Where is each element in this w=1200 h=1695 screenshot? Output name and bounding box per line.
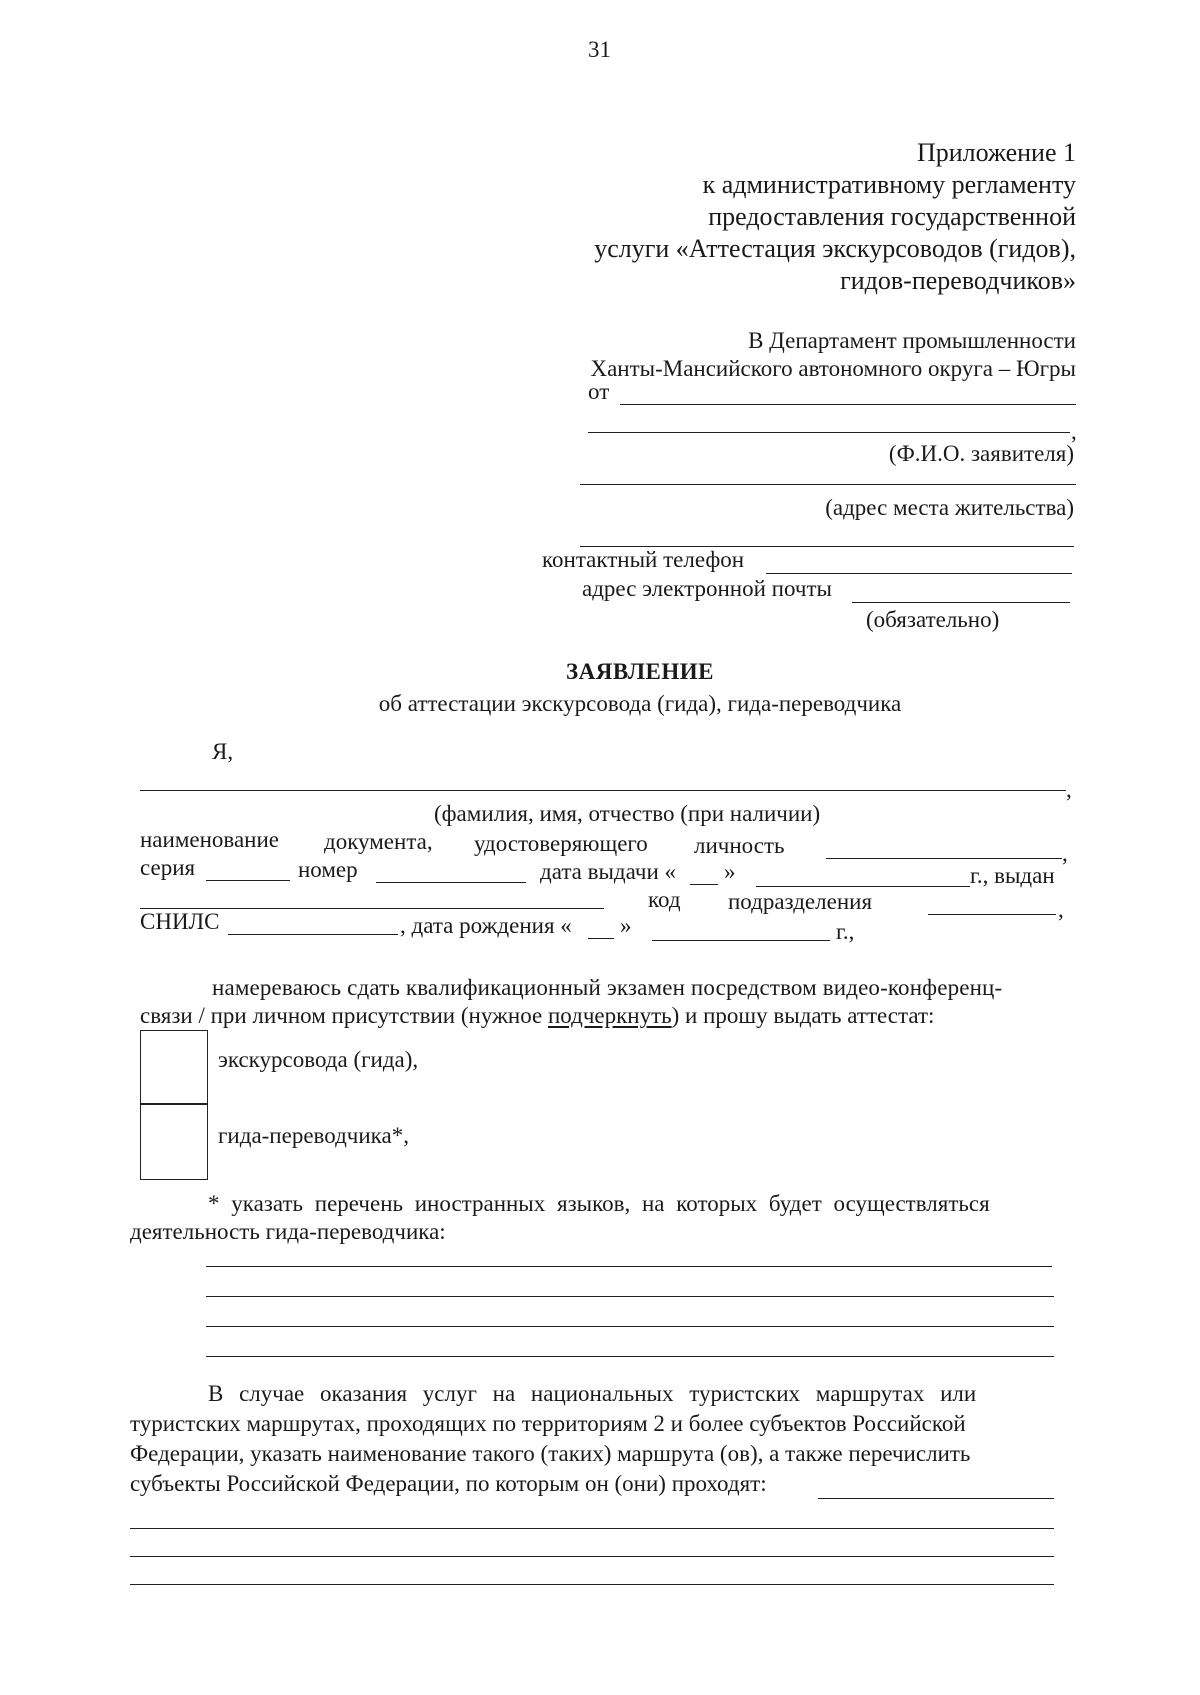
applicant-name-caption: (фамилия, имя, отчество (при наличии) — [434, 801, 821, 826]
birth-date-quote-close: » — [620, 913, 632, 938]
kod-label: код — [648, 887, 681, 912]
intent-underline-word: подчеркнуть — [547, 1003, 672, 1028]
doc-name-comma: , — [1062, 841, 1068, 866]
doc-word-2: документа, — [324, 829, 433, 854]
footnote-line-1: * указать перечень иностранных языков, на которых будет осуществляться — [208, 1191, 990, 1216]
languages-fill-line-2[interactable] — [206, 1296, 1054, 1297]
appendix-line-4: услуги «Аттестация экскурсоводов (гидов), — [594, 234, 1076, 263]
issue-month-year-fill-line[interactable] — [756, 886, 970, 887]
languages-fill-line-4[interactable] — [206, 1356, 1054, 1357]
issued-by-label: г., выдан — [970, 863, 1055, 888]
email-fill-line[interactable] — [852, 602, 1070, 603]
nomer-label: номер — [298, 857, 358, 882]
intent-line-2 — [140, 1004, 934, 1027]
doc-word-3: удостоверяющего — [474, 831, 648, 856]
from-label: от — [588, 379, 610, 404]
doc-word-4: личность — [694, 833, 785, 858]
languages-fill-line-3[interactable] — [206, 1326, 1054, 1327]
routes-fill-line-1[interactable] — [130, 1528, 1054, 1529]
applicant-name-comma: , — [1066, 777, 1072, 802]
seria-label: серия — [140, 855, 196, 880]
routes-line-4: субъекты Российской Федерации, по которым он (они) проходят: — [130, 1471, 767, 1496]
appendix-line-2: к административному регламенту — [702, 170, 1076, 199]
intent-line-2-b: ) и прошу выдать аттестат: — [671, 1003, 935, 1028]
nomer-fill-line[interactable] — [376, 882, 526, 883]
intent-line-1 — [212, 976, 1064, 999]
snils-label: СНИЛС — [140, 909, 220, 934]
phone-fill-line[interactable] — [766, 573, 1072, 574]
routes-line-3: Федерации, указать наименование такого (таких) маршрута (ов), а также перечислить — [130, 1441, 971, 1466]
routes-line-1: В случае оказания услуг на национальных туристских маршрутах или — [208, 1381, 977, 1406]
phone-label: контактный телефон — [542, 547, 745, 572]
applicant-name-line[interactable] — [140, 790, 1066, 791]
email-caption: (обязательно) — [866, 607, 1000, 632]
intent-line-2-a: связи / при личном присутствии (нужное — [140, 1003, 548, 1028]
podrazdeleniya-label: подразделения — [728, 889, 873, 914]
statement-heading: ЗАЯВЛЕНИЕ — [566, 659, 714, 684]
issue-day-fill-line[interactable] — [690, 884, 718, 885]
address-fill-line[interactable] — [580, 484, 1076, 485]
fio-comma: , — [1071, 419, 1077, 444]
ya-label: Я, — [212, 739, 234, 764]
doc-word-1: наименование — [140, 827, 279, 852]
fio-caption: (Ф.И.О. заявителя) — [888, 441, 1074, 466]
appendix-line-3: предоставления государственной — [708, 202, 1076, 231]
languages-fill-line-1[interactable] — [206, 1266, 1052, 1267]
division-code-comma: , — [1058, 897, 1064, 922]
checkbox-guide[interactable] — [140, 1030, 208, 1104]
routes-fill-line-inline[interactable] — [818, 1498, 1054, 1499]
birth-date-label: , дата рождения « — [400, 913, 572, 938]
birth-year-label: г., — [836, 919, 855, 944]
issue-date-label: дата выдачи « — [540, 859, 677, 884]
routes-line-2: туристских маршрутах, проходящих по территориям 2 и более субъектов Российской — [130, 1411, 966, 1436]
appendix-line-5: гидов-переводчиков» — [840, 266, 1076, 295]
addressee-line-1: В Департамент промышленности — [748, 328, 1076, 353]
option-guide-interpreter-label: гида-переводчика*, — [218, 1123, 409, 1148]
intent-line-1-text: намереваюсь сдать квалификационный экзамен посредством видео-конференц- — [212, 975, 1003, 1000]
birth-month-year-fill-line[interactable] — [652, 940, 830, 941]
option-guide-label: экскурсовода (гида), — [218, 1047, 419, 1072]
fio-fill-line[interactable] — [588, 432, 1070, 433]
division-code-fill-line[interactable] — [928, 914, 1056, 915]
statement-subheading: об аттестации экскурсовода (гида), гида-переводчика — [378, 691, 902, 716]
doc-name-fill-line[interactable] — [826, 858, 1062, 859]
routes-fill-line-3[interactable] — [130, 1584, 1054, 1585]
routes-fill-line-2[interactable] — [130, 1556, 1054, 1557]
birth-day-fill-line[interactable] — [588, 938, 614, 939]
from-fill-line[interactable] — [620, 404, 1076, 405]
footnote-line-2: деятельность гида-переводчика: — [130, 1219, 446, 1244]
addressee-line-2: Ханты-Мансийского автономного округа – Югры — [590, 356, 1076, 381]
email-label: адрес электронной почты — [582, 576, 832, 601]
seria-fill-line[interactable] — [206, 880, 290, 881]
page-number: 31 — [588, 37, 611, 62]
checkbox-guide-interpreter[interactable] — [140, 1104, 208, 1180]
snils-fill-line[interactable] — [228, 934, 398, 935]
issue-date-quote-close: » — [724, 859, 736, 884]
appendix-line-1: Приложение 1 — [916, 138, 1076, 167]
address-caption: (адрес места жительства) — [825, 495, 1074, 520]
